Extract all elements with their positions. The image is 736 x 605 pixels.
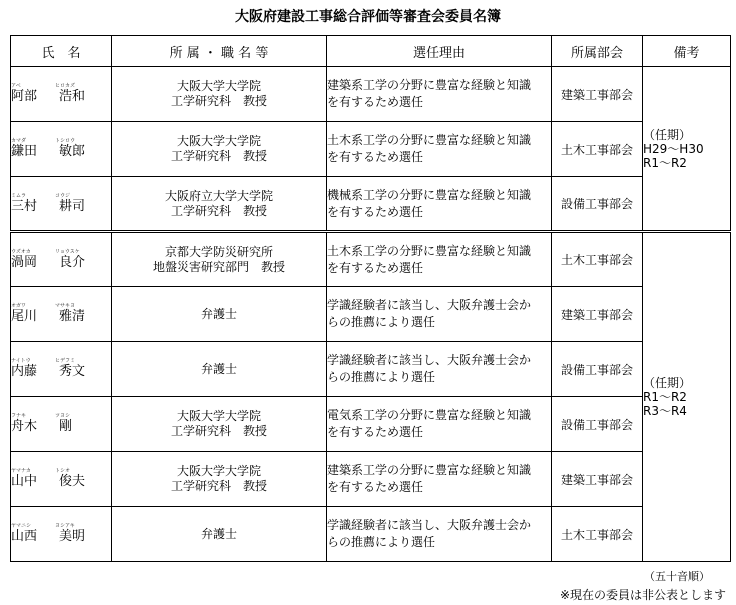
member-affiliation xyxy=(112,67,327,122)
given-name: 敏郎 xyxy=(59,144,86,159)
member-reason xyxy=(327,397,552,452)
member-row xyxy=(11,67,731,122)
member-row xyxy=(11,287,731,342)
given-name: 俊夫 xyxy=(59,474,86,489)
member-department: 設備工事部会 xyxy=(552,177,643,232)
header-reason: 選任理由 xyxy=(327,36,552,67)
given-name-reading: ヒロカズ xyxy=(55,83,76,89)
affiliation-line-1: 大阪府立大学大学院 xyxy=(164,188,273,203)
family-name-reading: ヤマナカ xyxy=(11,468,31,474)
given-name: 雅清 xyxy=(59,309,86,324)
reason-text: 学識経験者に該当し、大阪弁護士会からの推薦により選任 xyxy=(327,353,532,384)
affiliation-line-1: 京都大学防災研究所 xyxy=(164,244,273,259)
member-affiliation xyxy=(112,287,327,342)
family-name: 舟木 xyxy=(11,419,38,434)
member-row xyxy=(11,342,731,397)
reason-text: 土木系工学の分野に豊富な経験と知識を有するため選任 xyxy=(327,133,532,164)
reason-text: 電気系工学の分野に豊富な経験と知識を有するため選任 xyxy=(327,408,532,439)
member-row xyxy=(11,177,731,232)
member-row xyxy=(11,452,731,507)
family-name-reading: アベ xyxy=(11,83,21,89)
affiliation-line-2: 工学研究科 教授 xyxy=(170,94,267,108)
family-name-reading: ミムラ xyxy=(11,192,27,199)
family-name-reading: ヤマニシ xyxy=(11,523,32,529)
member-department: 土木工事部会 xyxy=(552,232,643,287)
family-name: 山西 xyxy=(11,529,38,544)
term-line-2: R1～R2 xyxy=(643,155,687,170)
remarks-term-group-1 xyxy=(643,67,731,232)
term-label: （任期） xyxy=(643,376,692,390)
affiliation-line-1: 大阪大学大学院 xyxy=(176,464,261,478)
member-affiliation xyxy=(112,232,327,287)
given-name-reading: トシオ xyxy=(55,468,71,474)
member-department: 建築工事部会 xyxy=(552,287,643,342)
family-name: 鎌田 xyxy=(11,144,38,159)
term-line-1: R1～R2 xyxy=(643,390,687,404)
given-name-reading: ツヨシ xyxy=(55,413,71,419)
member-department: 建築工事部会 xyxy=(552,67,643,122)
committee-roster-table xyxy=(10,35,731,562)
member-reason xyxy=(327,122,552,177)
member-row xyxy=(11,232,731,287)
family-name-reading: フナキ xyxy=(11,413,27,419)
term-line-1: H29～H30 xyxy=(643,141,704,156)
member-reason xyxy=(327,507,552,562)
member-row xyxy=(11,507,731,562)
given-name: 耕司 xyxy=(59,198,86,214)
member-name-cell xyxy=(11,232,112,287)
header-department: 所属部会 xyxy=(552,36,643,67)
member-name-cell xyxy=(11,397,112,452)
member-department: 設備工事部会 xyxy=(552,397,643,452)
given-name-reading: ヨシアキ xyxy=(55,523,75,529)
member-department: 土木工事部会 xyxy=(552,507,643,562)
family-name: 三村 xyxy=(11,198,38,214)
document-title: 大阪府建設工事総合評価等審査会委員名簿 xyxy=(235,9,501,25)
header-affiliation: 所 属 ・ 職 名 等 xyxy=(112,36,327,67)
member-reason xyxy=(327,287,552,342)
given-name: 良介 xyxy=(59,254,86,270)
reason-text: 土木系工学の分野に豊富な経験と知識を有するため選任 xyxy=(327,243,532,275)
member-department: 建築工事部会 xyxy=(552,452,643,507)
affiliation-line-2: 工学研究科 教授 xyxy=(170,203,267,218)
member-affiliation xyxy=(112,452,327,507)
member-name-cell xyxy=(11,287,112,342)
family-name-reading: ナイトウ xyxy=(11,358,31,364)
member-name-cell xyxy=(11,122,112,177)
member-reason xyxy=(327,232,552,287)
reason-text: 建築系工学の分野に豊富な経験と知識を有するため選任 xyxy=(327,463,532,494)
affiliation-line-1: 大阪大学大学院 xyxy=(176,79,261,93)
current-members-note: ※現在の委員は非公表とします xyxy=(559,588,726,602)
member-reason xyxy=(327,342,552,397)
given-name-reading: トシロウ xyxy=(55,138,76,144)
given-name-reading: マサキヨ xyxy=(55,303,76,309)
member-affiliation xyxy=(112,397,327,452)
member-affiliation xyxy=(112,122,327,177)
header-row xyxy=(11,36,731,67)
affiliation-line-2: 工学研究科 教授 xyxy=(170,424,267,438)
member-row xyxy=(11,122,731,177)
family-name-reading: オガワ xyxy=(11,303,26,309)
affiliation-line-1: 大阪大学大学院 xyxy=(176,409,261,423)
family-name: 阿部 xyxy=(11,89,38,104)
family-name: 尾川 xyxy=(11,309,38,324)
reason-text: 学識経験者に該当し、大阪弁護士会からの推薦により選任 xyxy=(327,518,532,549)
family-name: 渦岡 xyxy=(11,254,38,270)
header-remarks: 備考 xyxy=(643,36,731,67)
given-name: 浩和 xyxy=(59,89,86,104)
member-row xyxy=(11,397,731,452)
given-name: 剛 xyxy=(59,419,73,434)
term-line-2: R3～R4 xyxy=(643,404,687,418)
term-label: （任期） xyxy=(643,127,692,142)
reason-text: 学識経験者に該当し、大阪弁護士会からの推薦により選任 xyxy=(327,298,532,329)
reason-text: 建築系工学の分野に豊富な経験と知識を有するため選任 xyxy=(327,78,532,109)
given-name-reading: リョウスケ xyxy=(55,248,80,255)
member-name-cell xyxy=(11,342,112,397)
member-name-cell xyxy=(11,177,112,232)
order-note: （五十音順） xyxy=(644,570,710,583)
affiliation-line-1: 弁護士 xyxy=(200,306,237,321)
member-name-cell xyxy=(11,67,112,122)
remarks-term-group-2 xyxy=(643,232,731,562)
given-name: 美明 xyxy=(59,529,86,544)
member-reason xyxy=(327,67,552,122)
member-affiliation xyxy=(112,177,327,232)
member-reason xyxy=(327,177,552,232)
family-name: 山中 xyxy=(11,474,38,489)
member-name-cell xyxy=(11,507,112,562)
member-department: 土木工事部会 xyxy=(552,122,643,177)
family-name-reading: カマダ xyxy=(11,138,27,144)
reason-text: 機械系工学の分野に豊富な経験と知識を有するため選任 xyxy=(327,187,532,219)
member-affiliation xyxy=(112,507,327,562)
given-name-reading: コウジ xyxy=(55,192,71,199)
family-name: 内藤 xyxy=(11,364,38,379)
affiliation-line-1: 弁護士 xyxy=(200,361,237,376)
member-affiliation xyxy=(112,342,327,397)
given-name: 秀文 xyxy=(59,364,86,379)
member-name-cell xyxy=(11,452,112,507)
affiliation-line-1: 弁護士 xyxy=(200,526,237,541)
affiliation-line-2: 工学研究科 教授 xyxy=(170,479,267,493)
family-name-reading: ウズオカ xyxy=(11,248,31,255)
affiliation-line-1: 大阪大学大学院 xyxy=(176,134,261,148)
affiliation-line-2: 地盤災害研究部門 教授 xyxy=(152,259,285,274)
member-department: 設備工事部会 xyxy=(552,342,643,397)
member-reason xyxy=(327,452,552,507)
affiliation-line-2: 工学研究科 教授 xyxy=(170,149,267,163)
header-name: 氏 名 xyxy=(11,36,112,67)
given-name-reading: ヒデフミ xyxy=(55,358,76,364)
